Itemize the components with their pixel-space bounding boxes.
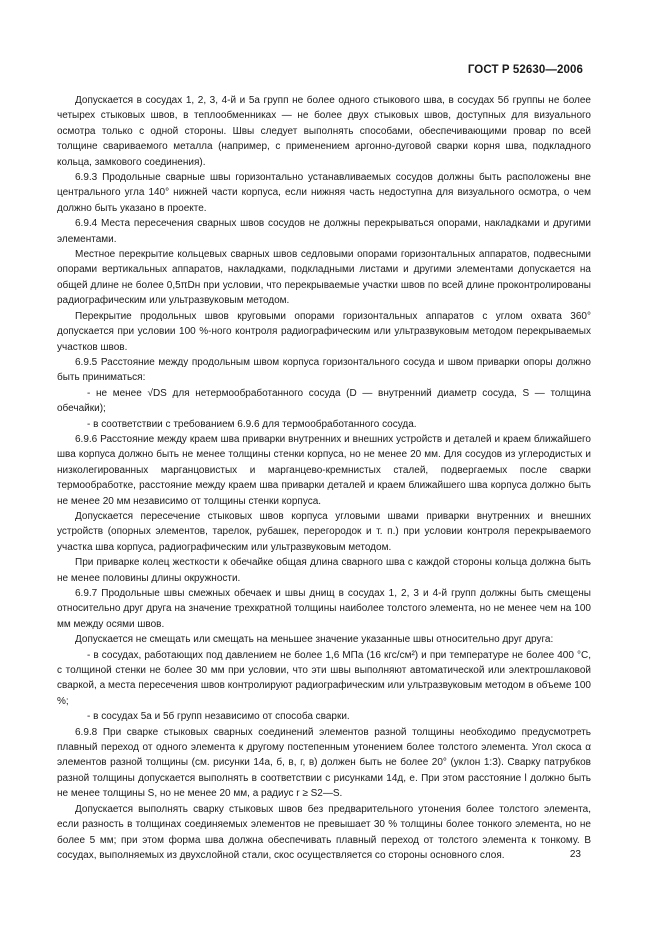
paragraph: Допускается пересечение стыковых швов корпуса угловыми швами приварки внутренних и внешних устройств (опорных элементов, тарелок, рубашек, перегородок и т. п.) при условии контроля перекрываемого участка шва корпуса, радиографическим или ультразвуковым методом. [57, 510, 591, 553]
list-item: - в сосудах 5а и 5б групп независимо от способа сварки. [87, 711, 350, 723]
list-item: - в сосудах, работающих под давлением не более 1,6 МПа (16 кгс/см²) и при температуре не более 400 °С, с толщиной стенки не более 30 мм при условии, что эти швы выполняют автоматической или электрошлаковой сваркой, а места пересечения швов контролируют радиографическим или ультразвуковым методом в объеме 100 %; [57, 649, 591, 707]
paragraph-6-9-7: 6.9.7 Продольные швы смежных обечаек и швы днищ в сосудах 1, 2, 3 и 4-й групп должны быть смещены относительно друг друга на значение трехкратной толщины наиболее толстого элемента, но не менее чем на 100 мм между осями швов. [57, 588, 591, 630]
paragraph: Местное перекрытие кольцевых сварных швов седловыми опорами горизонтальных аппаратов, подвесными опорами вертикальных аппаратов, накладками, подкладными листами и другими элементами допускается на общей длине не более 0,5πDн при условии, что перекрываемые участки швов по всей длине проконтролированы радиографическим или ультразвуковым методом. [57, 249, 591, 307]
page-number: 23 [569, 849, 581, 860]
paragraph-6-9-5: 6.9.5 Расстояние между продольным швом корпуса горизонтального сосуда и швом приварки опоры должно быть приниматься: [57, 356, 591, 384]
paragraph-6-9-4: 6.9.4 Места пересечения сварных швов сосудов не должны перекрываться опорами, накладками и другими элементами. [57, 218, 591, 245]
paragraph: Допускается не смещать или смещать на меньшее значение указанные швы относительно друг друга: [75, 634, 554, 646]
paragraph: Допускается в сосудах 1, 2, 3, 4-й и 5а групп не более одного стыкового шва, в сосудах 5б группы не более четырех стыковых швов, в теплообменниках — не более двух стыковых швов, доступных для визуального осмотра только с одной стороны. Швы следует выполнять способами, обеспечивающими провар по всей толщине свариваемого металла (например, с применением аргонно-дуговой сварки корня шва, подкладного кольца, замкового соединения). [57, 95, 591, 168]
standard-code-header: ГОСТ Р 52630—2006 [467, 64, 583, 76]
paragraph: Допускается выполнять сварку стыковых швов без предварительного утонения более толстого элемента, если разность в толщинах соединяемых элементов не превышает 30 % толщины более тонкого элемента, но не более 5 мм; при этом форма шва должна обеспечивать плавный переход от толстого элемента к тонкому. В сосудах, выполняемых из двухслойной стали, скос осуществляется со стороны основного слоя. [57, 803, 591, 861]
paragraph: Перекрытие продольных швов круговыми опорами горизонтальных аппаратов с углом охвата 360° допускается при условии 100 %-ного контроля радиографическим или ультразвуковым методом перекрываемых участков швов. [57, 310, 591, 353]
paragraph-6-9-3: 6.9.3 Продольные сварные швы горизонтально устанавливаемых сосудов должны быть расположены вне центрального угла 140° нижней части корпуса, если нижняя часть недоступна для визуального осмотра, о чем должно быть указано в проекте. [57, 172, 591, 214]
paragraph-6-9-8: 6.9.8 При сварке стыковых сварных соединений элементов разной толщины необходимо предусмотреть плавный переход от одного элемента к другому постепенным утонением более толстого элемента. Угол скоса α элементов разной толщины (см. рисунки 14а, б, в, г, в) должен быть не более 20° (уклон 1:3). Сварку патрубков разной толщины допускается выполнять в соответствии с рисунками 14д, е. При этом расстояние l должно быть не менее толщины S, но не менее 20 мм, а радиус r ≥ S2—S. [57, 726, 591, 800]
body-text [57, 93, 591, 863]
list-item: - не менее √DS для нетермообработанного сосуда (D — внутренний диаметр сосуда, S — толщина обечайки); [57, 387, 591, 415]
list-item: - в соответствии с требованием 6.9.6 для термообработанного сосуда. [87, 418, 417, 430]
paragraph: При приварке колец жесткости к обечайке общая длина сварного шва с каждой стороны кольца должна быть не менее половины длины окружности. [57, 557, 591, 584]
paragraph-6-9-6: 6.9.6 Расстояние между краем шва приварки внутренних и внешних устройств и деталей и краем ближайшего шва корпуса должно быть не менее толщины стенки корпуса, но не менее 20 мм. Для сосудов из углеродистых и низколегированных марганцовистых и марганцево-кремнистых сталей, подвергаемых после сварки термообработке, расстояние между краем шва приварки деталей и краем ближайшего шва корпуса должно быть не менее 20 мм независимо от толщины стенки корпуса. [57, 433, 591, 507]
